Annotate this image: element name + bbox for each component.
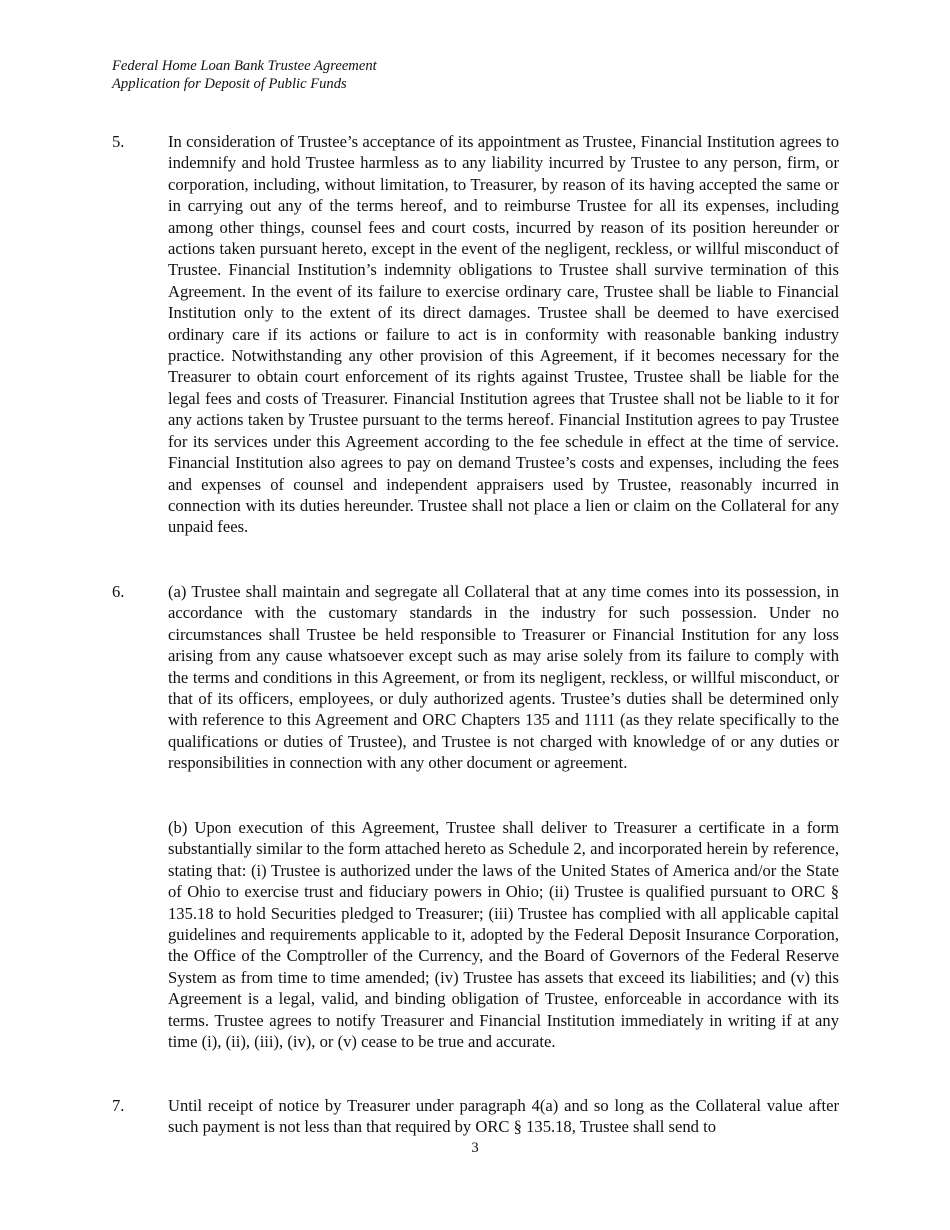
- section-number: 6.: [112, 582, 125, 601]
- document-header: [112, 57, 377, 93]
- section-7-paragraph: Until receipt of notice by Treasurer under paragraph 4(a) and so long as the Collateral value after such payment is not less than that required by ORC § 135.18, Trustee shall send to: [168, 1096, 839, 1137]
- header-title: Federal Home Loan Bank Trustee Agreement: [112, 58, 377, 74]
- section-number: 7.: [112, 1096, 125, 1115]
- header-subtitle: Application for Deposit of Public Funds: [112, 76, 347, 92]
- section-5-paragraph: In consideration of Trustee’s acceptance of its appointment as Trustee, Financial Institution agrees to indemnify and hold Trustee harmless as to any liability incurred by Trustee to any person, firm, or corporation, including, without limitation, to Treasurer, by reason of its having accepted the same or in carrying out any of the terms hereof, and to reimburse Trustee for all its expenses, including among other things, counsel fees and court costs, incurred by reason of its position hereunder or actions taken pursuant hereto, except in the event of the negligent, reckless, or willful misconduct of Trustee. Financial Institution’s indemnity obligations to Trustee shall survive termination of this Agreement. In the event of its failure to exercise ordinary care, Trustee shall be liable to Financial Institution only to the extent of its direct damages. Trustee shall be deemed to have exercised ordinary care if its actions or failure to act is in conformity with reasonable banking industry practice. Notwithstanding any other provision of this Agreement, if it becomes necessary for the Treasurer to obtain court enforcement of its rights against Trustee, Trustee shall be liable for the legal fees and costs of Treasurer. Financial Institution agrees that Trustee shall not be liable to it for any actions taken by Trustee pursuant to the terms hereof. Financial Institution agrees to pay Trustee for its services under this Agreement according to the fee schedule in effect at the time of service. Financial Institution also agrees to pay on demand Trustee’s costs and expenses, including the fees and expenses of counsel and independent appraisers used by Trustee, reasonably incurred in connection with its duties hereunder. Trustee shall not place a lien or claim on the Collateral for any unpaid fees.: [168, 132, 839, 537]
- section-6a-paragraph: (a) Trustee shall maintain and segregate all Collateral that at any time comes into its possession, in accordance with the customary standards in the industry for such possession. Under no circumstances shall Trustee be held responsible to Treasurer or Financial Institution for any loss arising from any cause whatsoever except such as may arise solely from its failure to comply with the terms and conditions in this Agreement, or from its negligent, reckless, or willful misconduct, or that of its officers, employees, or duly authorized agents. Trustee’s duties shall be determined only with reference to this Agreement and ORC Chapters 135 and 1111 (as they relate specifically to the qualifications or duties of Trustee), and Trustee is not charged with knowledge of or any duties or responsibilities in connection with any other document or agreement.: [168, 582, 839, 773]
- section-6b-paragraph: (b) Upon execution of this Agreement, Trustee shall deliver to Treasurer a certificate in a form substantially similar to the form attached hereto as Schedule 2, and incorporated herein by reference, stating that: (i) Trustee is authorized under the laws of the United States of America and/or the State of Ohio to exercise trust and fiduciary powers in Ohio; (ii) Trustee is qualified pursuant to ORC § 135.18 to hold Securities pledged to Treasurer; (iii) Trustee has complied with all applicable capital guidelines and requirements applicable to it, adopted by the Federal Deposit Insurance Corporation, the Office of the Comptroller of the Currency, and the Board of Governors of the Federal Reserve System as from time to time amended; (iv) Trustee has assets that exceed its liabilities; and (v) this Agreement is a legal, valid, and binding obligation of Trustee, enforceable in accordance with its terms. Trustee agrees to notify Treasurer and Financial Institution immediately in writing if at any time (i), (ii), (iii), (iv), or (v) cease to be true and accurate.: [168, 818, 839, 1052]
- section-number: 5.: [112, 132, 125, 151]
- page-number: 3: [471, 1140, 479, 1156]
